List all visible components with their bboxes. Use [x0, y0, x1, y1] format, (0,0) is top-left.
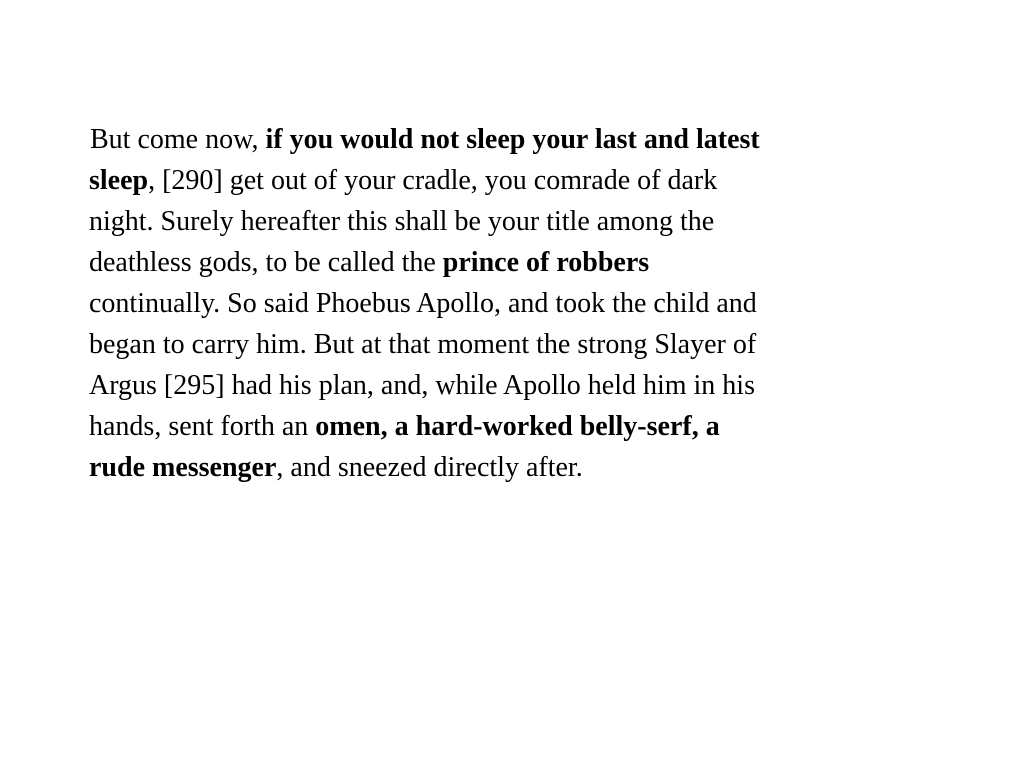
passage-line [89, 406, 917, 447]
text-run: But come now, [90, 124, 266, 155]
passage-line [89, 242, 917, 283]
text-run: began to carry him. But at that moment the strong Slayer of [89, 329, 757, 360]
text-run: night. Surely hereafter this shall be your title among the [89, 206, 715, 237]
bold-text-run: omen, a hard-worked belly-serf, a [315, 411, 720, 442]
passage-text [89, 119, 917, 488]
passage-line [89, 283, 917, 324]
bold-text-run: rude messenger [89, 452, 277, 483]
passage-line [89, 365, 917, 406]
passage-line [89, 201, 917, 242]
text-run: , and sneezed directly after. [276, 452, 583, 483]
passage-line [89, 160, 917, 201]
text-run: deathless gods, to be called the [89, 247, 443, 278]
text-run: Argus [295] had his plan, and, while Apollo held him in his [89, 370, 755, 401]
bold-text-run: sleep [89, 165, 149, 196]
passage-line [89, 324, 917, 365]
passage-line [90, 119, 917, 160]
text-run: hands, sent forth an [89, 411, 316, 442]
bold-text-run: prince of robbers [442, 247, 650, 278]
passage-line [89, 447, 917, 488]
text-run: continually. So said Phoebus Apollo, and took the child and [89, 288, 757, 319]
text-run: , [290] get out of your cradle, you comrade of dark [148, 165, 718, 196]
bold-text-run: if you would not sleep your last and latest [265, 124, 760, 155]
